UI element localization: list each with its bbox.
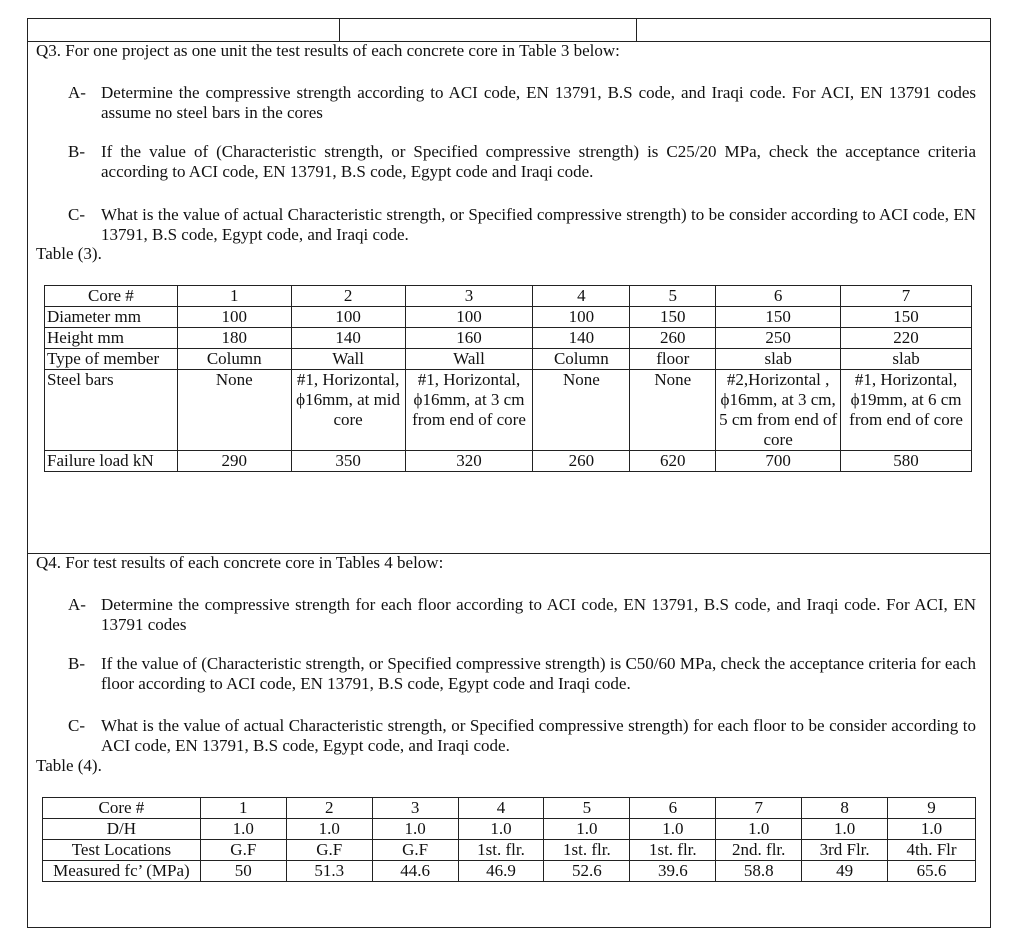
table-cell: 1.0 xyxy=(802,819,888,840)
table-cell: 100 xyxy=(405,307,533,328)
table-cell: 220 xyxy=(841,328,972,349)
table-cell: 180 xyxy=(177,328,291,349)
table-cell: None xyxy=(533,370,630,451)
table-row xyxy=(45,286,972,307)
table-row xyxy=(43,798,976,819)
q4-item-a xyxy=(68,595,976,635)
table-row xyxy=(43,819,976,840)
table-cell: floor xyxy=(630,349,716,370)
document-frame xyxy=(27,18,991,928)
table-cell: Steel bars xyxy=(45,370,178,451)
item-label: A- xyxy=(68,83,86,102)
item-text: Determine the compressive strength for each floor according to ACI code, EN 13791, B.S code, and Iraqi code. For ACI, EN 13791 codes xyxy=(101,595,976,634)
q4-title: Q4. For test results of each concrete core in Tables 4 below: xyxy=(36,553,444,572)
table-header-cell: 1 xyxy=(177,286,291,307)
table-cell: 1.0 xyxy=(372,819,458,840)
table-cell: None xyxy=(177,370,291,451)
q3-item-a xyxy=(68,83,976,123)
table-cell: 620 xyxy=(630,451,716,472)
table-cell: #1, Horizontal, ϕ16mm, at 3 cm from end of core xyxy=(405,370,533,451)
table-header-cell: 3 xyxy=(405,286,533,307)
table-row xyxy=(43,861,976,882)
table-header-cell: 7 xyxy=(841,286,972,307)
table-cell: D/H xyxy=(43,819,201,840)
q3-table-caption: Table (3). xyxy=(36,244,102,263)
table-cell: 1.0 xyxy=(544,819,630,840)
table-cell: #1, Horizontal, ϕ19mm, at 6 cm from end of core xyxy=(841,370,972,451)
q4-table xyxy=(42,797,976,882)
table-cell: 4th. Flr xyxy=(888,840,976,861)
table-row xyxy=(45,370,972,451)
table-cell: G.F xyxy=(286,840,372,861)
table-cell: 1.0 xyxy=(458,819,544,840)
table-cell: Type of member xyxy=(45,349,178,370)
q3-item-b xyxy=(68,142,976,182)
table-cell: 58.8 xyxy=(716,861,802,882)
table-cell: slab xyxy=(716,349,841,370)
table-cell: 1.0 xyxy=(286,819,372,840)
table-cell: 1.0 xyxy=(200,819,286,840)
header-cell xyxy=(339,19,637,41)
table-header-cell: 2 xyxy=(286,798,372,819)
q3-table xyxy=(44,285,972,472)
item-text: If the value of (Characteristic strength, or Specified compressive strength) is C50/60 MPa, check the acceptance criteria for each floor according to ACI code, EN 13791, B.S code, Egypt code and Iraqi code. xyxy=(101,654,976,693)
table-cell: Test Locations xyxy=(43,840,201,861)
item-text: What is the value of actual Characteristic strength, or Specified compressive strength) for each floor to be consider according to ACI code, EN 13791, B.S code, Egypt code, and Iraqi code. xyxy=(101,716,976,755)
q3-section xyxy=(28,41,990,554)
item-label: C- xyxy=(68,205,85,224)
table-cell: 1.0 xyxy=(888,819,976,840)
table-cell: 150 xyxy=(630,307,716,328)
table-header-cell: 6 xyxy=(716,286,841,307)
table-cell: #2,Horizontal , ϕ16mm, at 3 cm, 5 cm from end of core xyxy=(716,370,841,451)
table-cell: 1st. flr. xyxy=(544,840,630,861)
table-cell: 1.0 xyxy=(630,819,716,840)
table-cell: Diameter mm xyxy=(45,307,178,328)
item-label: B- xyxy=(68,142,85,161)
table-row xyxy=(45,349,972,370)
table-cell: 100 xyxy=(291,307,405,328)
table-cell: 1.0 xyxy=(716,819,802,840)
table-cell: 260 xyxy=(630,328,716,349)
table-cell: 290 xyxy=(177,451,291,472)
table-header-cell: 8 xyxy=(802,798,888,819)
header-row xyxy=(28,19,990,42)
q4-item-b xyxy=(68,654,976,694)
table-cell: 250 xyxy=(716,328,841,349)
table-header-cell: Core # xyxy=(43,798,201,819)
table-cell: 50 xyxy=(200,861,286,882)
table-cell: 44.6 xyxy=(372,861,458,882)
table-cell: 3rd Flr. xyxy=(802,840,888,861)
item-text: Determine the compressive strength according to ACI code, EN 13791, B.S code, and Iraqi code. For ACI, EN 13791 codes assume no steel bars in the cores xyxy=(101,83,976,122)
table-header-cell: Core # xyxy=(45,286,178,307)
table-cell: 52.6 xyxy=(544,861,630,882)
table-row xyxy=(45,307,972,328)
table-cell: Column xyxy=(533,349,630,370)
table-cell: 150 xyxy=(841,307,972,328)
table-cell: None xyxy=(630,370,716,451)
table-row xyxy=(43,840,976,861)
table-cell: Column xyxy=(177,349,291,370)
item-label: C- xyxy=(68,716,85,735)
table-row xyxy=(45,451,972,472)
table-cell: Wall xyxy=(291,349,405,370)
table-header-cell: 6 xyxy=(630,798,716,819)
table-cell: #1, Horizontal, ϕ16mm, at mid core xyxy=(291,370,405,451)
table-header-cell: 4 xyxy=(533,286,630,307)
item-text: If the value of (Characteristic strength, or Specified compressive strength) is C25/20 MPa, check the acceptance criteria according to ACI code, EN 13791, B.S code, Egypt code and Iraqi code. xyxy=(101,142,976,181)
item-label: A- xyxy=(68,595,86,614)
table-header-cell: 5 xyxy=(544,798,630,819)
table-cell: 260 xyxy=(533,451,630,472)
q4-section xyxy=(28,553,990,927)
table-cell: 51.3 xyxy=(286,861,372,882)
table-cell: 49 xyxy=(802,861,888,882)
table-header-cell: 3 xyxy=(372,798,458,819)
table-cell: 39.6 xyxy=(630,861,716,882)
table-header-cell: 5 xyxy=(630,286,716,307)
table-header-cell: 2 xyxy=(291,286,405,307)
table-cell: 350 xyxy=(291,451,405,472)
table-cell: Failure load kN xyxy=(45,451,178,472)
table-cell: 580 xyxy=(841,451,972,472)
table-header-cell: 7 xyxy=(716,798,802,819)
table-row xyxy=(45,328,972,349)
table-cell: 150 xyxy=(716,307,841,328)
table-cell: 1st. flr. xyxy=(458,840,544,861)
q4-table-caption: Table (4). xyxy=(36,756,102,775)
table-cell: 100 xyxy=(533,307,630,328)
table-cell: 320 xyxy=(405,451,533,472)
table-cell: Wall xyxy=(405,349,533,370)
item-text: What is the value of actual Characteristic strength, or Specified compressive strength) to be consider according to ACI code, EN 13791, B.S code, Egypt code, and Iraqi code. xyxy=(101,205,976,244)
q3-item-c xyxy=(68,205,976,245)
table-cell: 140 xyxy=(533,328,630,349)
table-header-cell: 4 xyxy=(458,798,544,819)
table-cell: 160 xyxy=(405,328,533,349)
table-header-cell: 9 xyxy=(888,798,976,819)
header-cell xyxy=(28,19,340,41)
item-label: B- xyxy=(68,654,85,673)
q4-item-c xyxy=(68,716,976,756)
table-cell: 100 xyxy=(177,307,291,328)
table-cell: Measured fc’ (MPa) xyxy=(43,861,201,882)
table-cell: 140 xyxy=(291,328,405,349)
table-cell: 65.6 xyxy=(888,861,976,882)
table-cell: Height mm xyxy=(45,328,178,349)
table-cell: G.F xyxy=(200,840,286,861)
table-cell: G.F xyxy=(372,840,458,861)
table-cell: slab xyxy=(841,349,972,370)
table-cell: 2nd. flr. xyxy=(716,840,802,861)
table-cell: 700 xyxy=(716,451,841,472)
table-cell: 46.9 xyxy=(458,861,544,882)
q3-title: Q3. For one project as one unit the test results of each concrete core in Table 3 below: xyxy=(36,41,620,60)
table-cell: 1st. flr. xyxy=(630,840,716,861)
table-header-cell: 1 xyxy=(200,798,286,819)
